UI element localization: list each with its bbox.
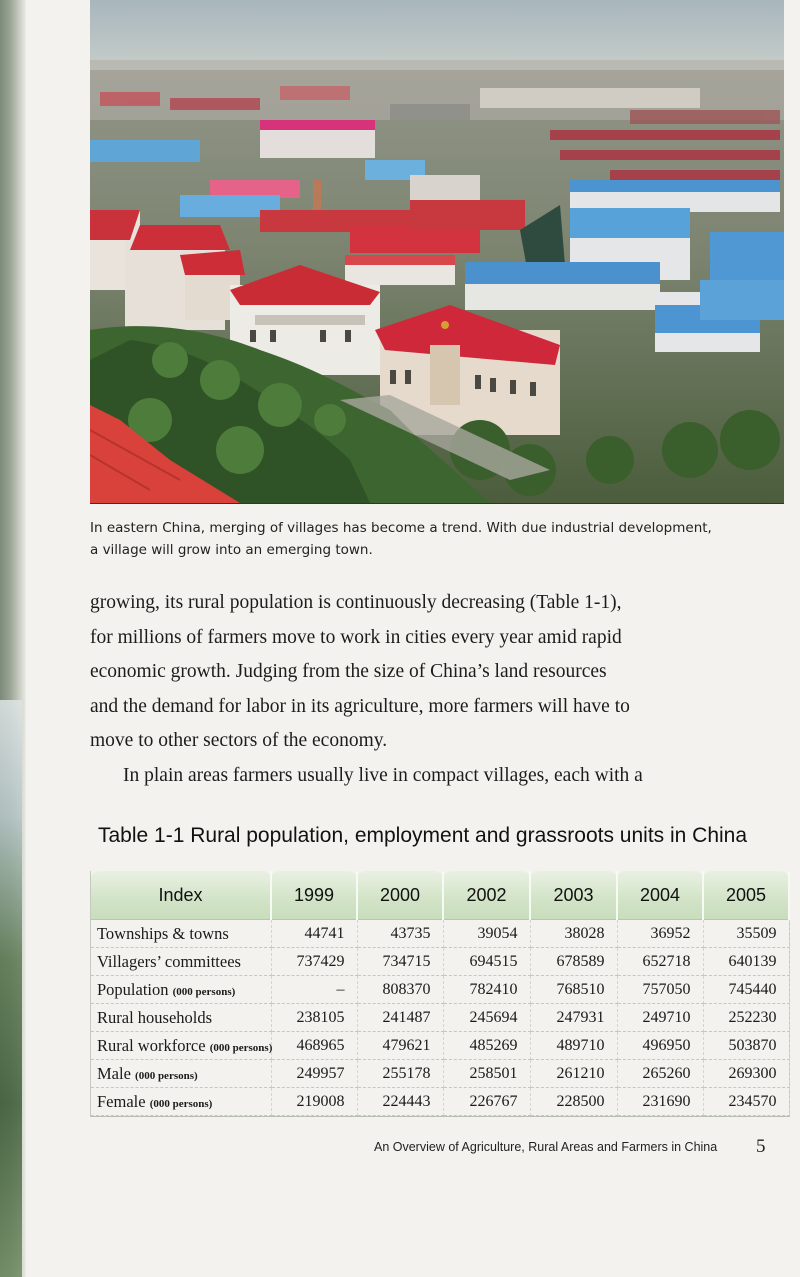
- row-label: [91, 1032, 271, 1060]
- column-header: 1999: [271, 871, 357, 920]
- row-unit: (000 persons): [135, 1069, 198, 1082]
- body-line: move to other sectors of the economy.: [90, 730, 388, 751]
- row-label: [91, 1060, 271, 1088]
- adjacent-page-photo-edge: [0, 700, 22, 1277]
- table-header-row: [91, 871, 789, 920]
- table-cell: 768510: [530, 976, 617, 1004]
- column-header: 2003: [530, 871, 617, 920]
- table-cell: 35509: [703, 920, 789, 948]
- table-cell: 265260: [617, 1060, 703, 1088]
- table-row: [91, 1060, 789, 1088]
- table-cell: 36952: [617, 920, 703, 948]
- row-label-text: Female: [97, 1091, 146, 1111]
- table-cell: 261210: [530, 1060, 617, 1088]
- row-label-text: Townships & towns: [97, 923, 229, 943]
- table-cell: 241487: [357, 1004, 443, 1032]
- data-table: [90, 871, 790, 1117]
- table-cell: 231690: [617, 1088, 703, 1116]
- table-cell: 234570: [703, 1088, 789, 1116]
- column-header: 2000: [357, 871, 443, 920]
- table-cell: 44741: [271, 920, 357, 948]
- row-label: [91, 1004, 271, 1032]
- table-cell: 224443: [357, 1088, 443, 1116]
- table-cell: 249710: [617, 1004, 703, 1032]
- body-line: for millions of farmers move to work in cities every year amid rapid: [90, 626, 622, 648]
- row-label: [91, 1088, 271, 1116]
- photo-caption: [90, 517, 770, 561]
- table-cell: 745440: [703, 976, 789, 1004]
- table-row: [91, 1032, 789, 1060]
- row-label-text: Population: [97, 979, 169, 999]
- table-cell: 485269: [443, 1032, 530, 1060]
- table-cell: 252230: [703, 1004, 789, 1032]
- aerial-village-photo: [90, 0, 784, 504]
- table-title: Table 1-1 Rural population, employment and grassroots units in China: [98, 824, 748, 847]
- table-cell: –: [271, 976, 357, 1004]
- body-text: [90, 586, 715, 793]
- column-header: 2002: [443, 871, 530, 920]
- table-cell: 258501: [443, 1060, 530, 1088]
- table-row: [91, 1088, 789, 1116]
- table-cell: 737429: [271, 948, 357, 976]
- table-cell: 249957: [271, 1060, 357, 1088]
- caption-line: a village will grow into an emerging town.: [90, 542, 373, 558]
- table-cell: 496950: [617, 1032, 703, 1060]
- table-cell: 238105: [271, 1004, 357, 1032]
- column-header: 2005: [703, 871, 789, 920]
- table-cell: 38028: [530, 920, 617, 948]
- table-cell: 808370: [357, 976, 443, 1004]
- table-cell: 640139: [703, 948, 789, 976]
- table-cell: 652718: [617, 948, 703, 976]
- row-label: [91, 976, 271, 1004]
- table-cell: 503870: [703, 1032, 789, 1060]
- page-number: 5: [756, 1136, 766, 1157]
- table-cell: 479621: [357, 1032, 443, 1060]
- row-unit: (000 persons): [149, 1097, 213, 1110]
- row-label-text: Villagers’ committees: [97, 951, 241, 971]
- row-label: [91, 920, 271, 948]
- table-cell: 219008: [271, 1088, 357, 1116]
- column-header: 2004: [617, 871, 703, 920]
- row-label-text: Rural workforce: [97, 1035, 206, 1055]
- table-cell: 489710: [530, 1032, 617, 1060]
- table-cell: 678589: [530, 948, 617, 976]
- table-cell: 39054: [443, 920, 530, 948]
- column-header: Index: [91, 871, 271, 920]
- table-cell: 468965: [271, 1032, 357, 1060]
- table-cell: 782410: [443, 976, 530, 1004]
- row-label: [91, 948, 271, 976]
- running-footer: An Overview of Agriculture, Rural Areas and Farmers in China: [374, 1140, 718, 1154]
- body-line: and the demand for labor in its agriculture, more farmers will have to: [90, 695, 630, 717]
- body-line: growing, its rural population is continuously decreasing (Table 1-1),: [90, 592, 622, 613]
- table-cell: 228500: [530, 1088, 617, 1116]
- table-cell: 734715: [357, 948, 443, 976]
- body-line: economic growth. Judging from the size of China’s land resources: [90, 661, 607, 682]
- body-line: In plain areas farmers usually live in compact villages, each with a: [123, 764, 643, 786]
- table-cell: 694515: [443, 948, 530, 976]
- table-cell: 245694: [443, 1004, 530, 1032]
- table-cell: 43735: [357, 920, 443, 948]
- table-cell: 247931: [530, 1004, 617, 1032]
- caption-line: In eastern China, merging of villages has become a trend. With due industrial development,: [90, 520, 712, 536]
- row-unit: (000 persons): [209, 1041, 273, 1054]
- table-row: [91, 920, 789, 948]
- table-cell: 226767: [443, 1088, 530, 1116]
- table-cell: 269300: [703, 1060, 789, 1088]
- row-label-text: Male: [97, 1063, 131, 1083]
- table-row: [91, 1004, 789, 1032]
- row-label-text: Rural households: [97, 1007, 213, 1027]
- table-row: [91, 948, 789, 976]
- table-cell: 255178: [357, 1060, 443, 1088]
- table-cell: 757050: [617, 976, 703, 1004]
- table-row: [91, 976, 789, 1004]
- row-unit: (000 persons): [172, 985, 236, 998]
